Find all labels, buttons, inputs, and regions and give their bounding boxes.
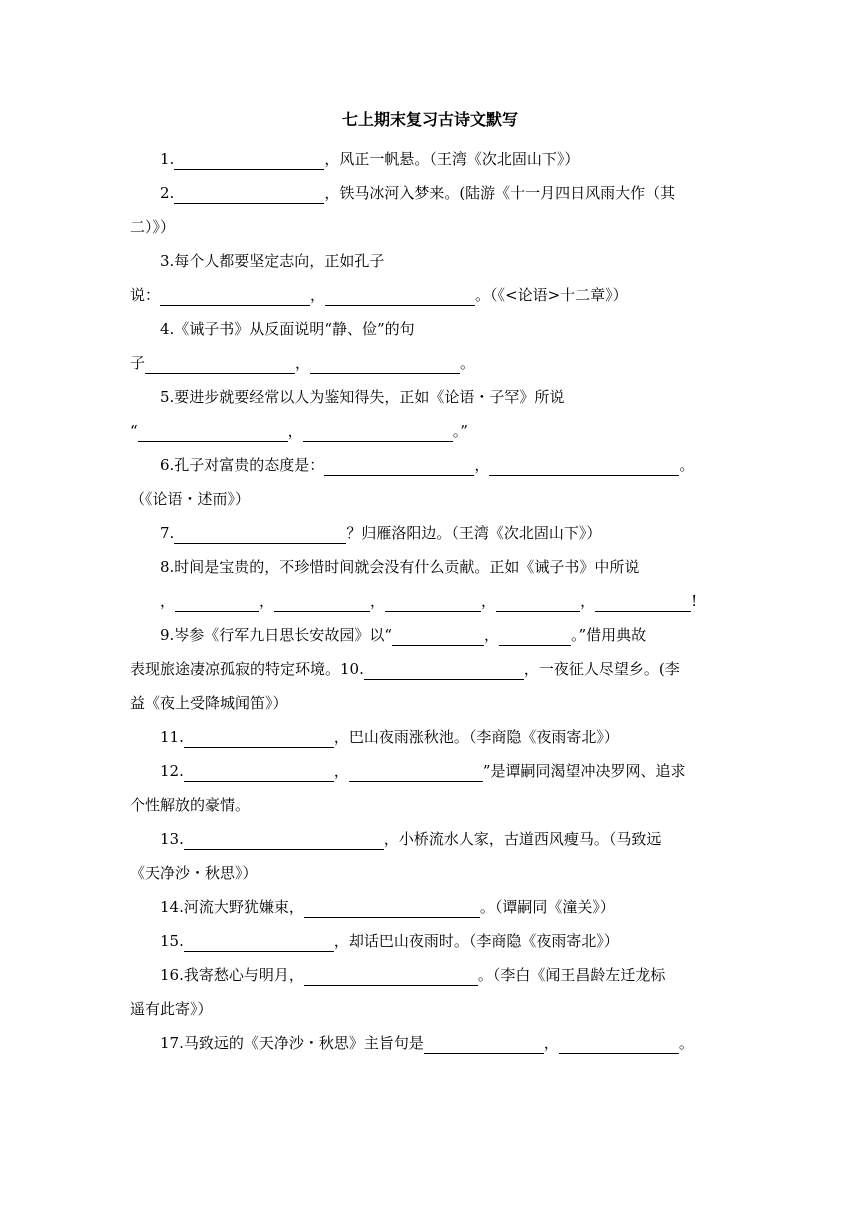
- question-text: 。: [678, 1034, 694, 1052]
- question-12: [130, 754, 730, 788]
- question-text: 。”借用典故: [571, 626, 647, 644]
- question-text: 。: [679, 456, 695, 474]
- separator: ，: [481, 592, 497, 610]
- question-text: 9.岑参《行军九日思长安故园》以“: [160, 626, 392, 644]
- question-text: 17.马致远的《天净沙・秋思》主旨句是: [160, 1034, 424, 1052]
- question-13-continuation: 《天净沙・秋思》）: [130, 864, 258, 882]
- question-2-continuation: 二）》）: [130, 218, 176, 236]
- document-page: [130, 108, 730, 1060]
- answer-blank[interactable]: [489, 455, 679, 476]
- question-10-continuation: 益《夜上受降城闻笛》）: [130, 694, 288, 712]
- question-9-10-line: [130, 652, 730, 686]
- question-16-continuation: 遥有此寄》）: [130, 1000, 213, 1018]
- answer-blank[interactable]: [303, 421, 453, 442]
- question-text: ，铁马冰河入梦来。(陆游《十一月四日风雨大作（其: [324, 184, 676, 202]
- separator: ，: [287, 422, 303, 440]
- question-text: 14.河流大野犹嫌束，: [160, 898, 304, 916]
- question-12-continuation: 个性解放的豪情。: [130, 796, 251, 814]
- answer-blank[interactable]: [310, 353, 460, 374]
- question-11: [130, 720, 730, 754]
- answer-blank[interactable]: [325, 285, 475, 306]
- question-8-answer-line: [130, 584, 730, 618]
- question-6: [130, 448, 730, 482]
- question-2: [130, 176, 730, 210]
- answer-blank[interactable]: [184, 829, 384, 850]
- answer-blank[interactable]: [175, 591, 259, 612]
- question-3: 3.每个人都要坚定志向，正如孔子: [160, 252, 385, 270]
- page-title: 七上期末复习古诗文默写: [341, 110, 518, 129]
- question-4: 4.《诫子书》从反面说明“静、俭”的句: [160, 320, 415, 338]
- answer-blank[interactable]: [424, 1033, 544, 1054]
- question-number: 10.: [340, 660, 364, 678]
- question-text: ，一夜征人尽望乡。(李: [523, 660, 680, 678]
- answer-blank[interactable]: [174, 183, 324, 204]
- answer-blank[interactable]: [174, 523, 346, 544]
- answer-blank[interactable]: [385, 591, 481, 612]
- answer-blank[interactable]: [595, 591, 691, 612]
- question-text: 。”: [452, 422, 468, 440]
- separator: ，: [543, 1034, 559, 1052]
- question-text: ，却话巴山夜雨时。（李商隐《夜雨寄北》）: [333, 932, 619, 950]
- answer-blank[interactable]: [304, 965, 478, 986]
- question-13: [130, 822, 730, 856]
- answer-blank[interactable]: [364, 659, 524, 680]
- separator: ，: [370, 592, 386, 610]
- question-text: 。（《<论语>十二章》）: [475, 286, 628, 304]
- answer-blank[interactable]: [160, 285, 310, 306]
- question-number: 15.: [160, 932, 184, 950]
- question-number: 12.: [160, 762, 184, 780]
- separator: ，: [160, 592, 176, 610]
- question-3-answer-line: [130, 278, 730, 312]
- separator: ，: [580, 592, 596, 610]
- question-5: 5.要进步就要经常以人为鉴知得失，正如《论语・子罕》所说: [160, 388, 565, 406]
- answer-blank[interactable]: [392, 625, 484, 646]
- question-9: [130, 618, 730, 652]
- answer-blank[interactable]: [184, 931, 334, 952]
- question-text: 。（谭嗣同《潼关》）: [479, 898, 615, 916]
- answer-blank[interactable]: [496, 591, 580, 612]
- question-text: 子: [130, 354, 146, 372]
- question-16: [130, 958, 730, 992]
- answer-blank[interactable]: [174, 149, 324, 170]
- answer-blank[interactable]: [145, 353, 295, 374]
- separator: ，: [310, 286, 326, 304]
- question-5-answer-line: [130, 414, 730, 448]
- answer-blank[interactable]: [184, 727, 334, 748]
- answer-blank[interactable]: [499, 625, 571, 646]
- answer-blank[interactable]: [559, 1033, 679, 1054]
- question-text: !: [691, 592, 698, 610]
- question-text: 16.我寄愁心与明月，: [160, 966, 304, 984]
- separator: ，: [483, 626, 499, 644]
- question-1: [130, 142, 730, 176]
- separator: ，: [333, 762, 349, 780]
- question-14: [130, 890, 730, 924]
- answer-blank[interactable]: [349, 761, 483, 782]
- question-number: 13.: [160, 830, 184, 848]
- question-text: ，巴山夜雨涨秋池。（李商隐《夜雨寄北》）: [333, 728, 619, 746]
- separator: ，: [295, 354, 311, 372]
- question-text: 说：: [130, 286, 161, 304]
- question-17: [130, 1026, 730, 1060]
- question-number: 7.: [160, 524, 175, 542]
- answer-blank[interactable]: [138, 421, 288, 442]
- question-text: 。: [460, 354, 476, 372]
- question-7: [130, 516, 730, 550]
- question-text: ，小桥流水人家，古道西风瘦马。（马致远: [383, 830, 662, 848]
- question-text: ”是谭嗣同渴望冲决罗网、追求: [482, 762, 686, 780]
- question-4-answer-line: [130, 346, 730, 380]
- question-text: ？归雁洛阳边。（王湾《次北固山下》）: [346, 524, 602, 542]
- question-text: 6.孔子对富贵的态度是：: [160, 456, 325, 474]
- question-text: 表现旅途凄凉孤寂的特定环境。: [130, 660, 341, 678]
- answer-blank[interactable]: [304, 897, 480, 918]
- separator: ，: [259, 592, 275, 610]
- answer-blank[interactable]: [274, 591, 370, 612]
- question-8: 8.时间是宝贵的，不珍惜时间就会没有什么贡献。正如《诫子书》中所说: [160, 558, 640, 576]
- question-15: [130, 924, 730, 958]
- answer-blank[interactable]: [184, 761, 334, 782]
- answer-blank[interactable]: [324, 455, 474, 476]
- question-number: 2.: [160, 184, 175, 202]
- question-text: 。（李白《闻王昌龄左迁龙标: [477, 966, 666, 984]
- question-number: 11.: [160, 728, 184, 746]
- question-6-continuation: （《论语・述而》）: [130, 490, 251, 508]
- question-text: ，风正一帆悬。（王湾《次北固山下》）: [324, 150, 580, 168]
- separator: ，: [474, 456, 490, 474]
- question-text: “: [130, 422, 138, 440]
- question-number: 1.: [160, 150, 175, 168]
